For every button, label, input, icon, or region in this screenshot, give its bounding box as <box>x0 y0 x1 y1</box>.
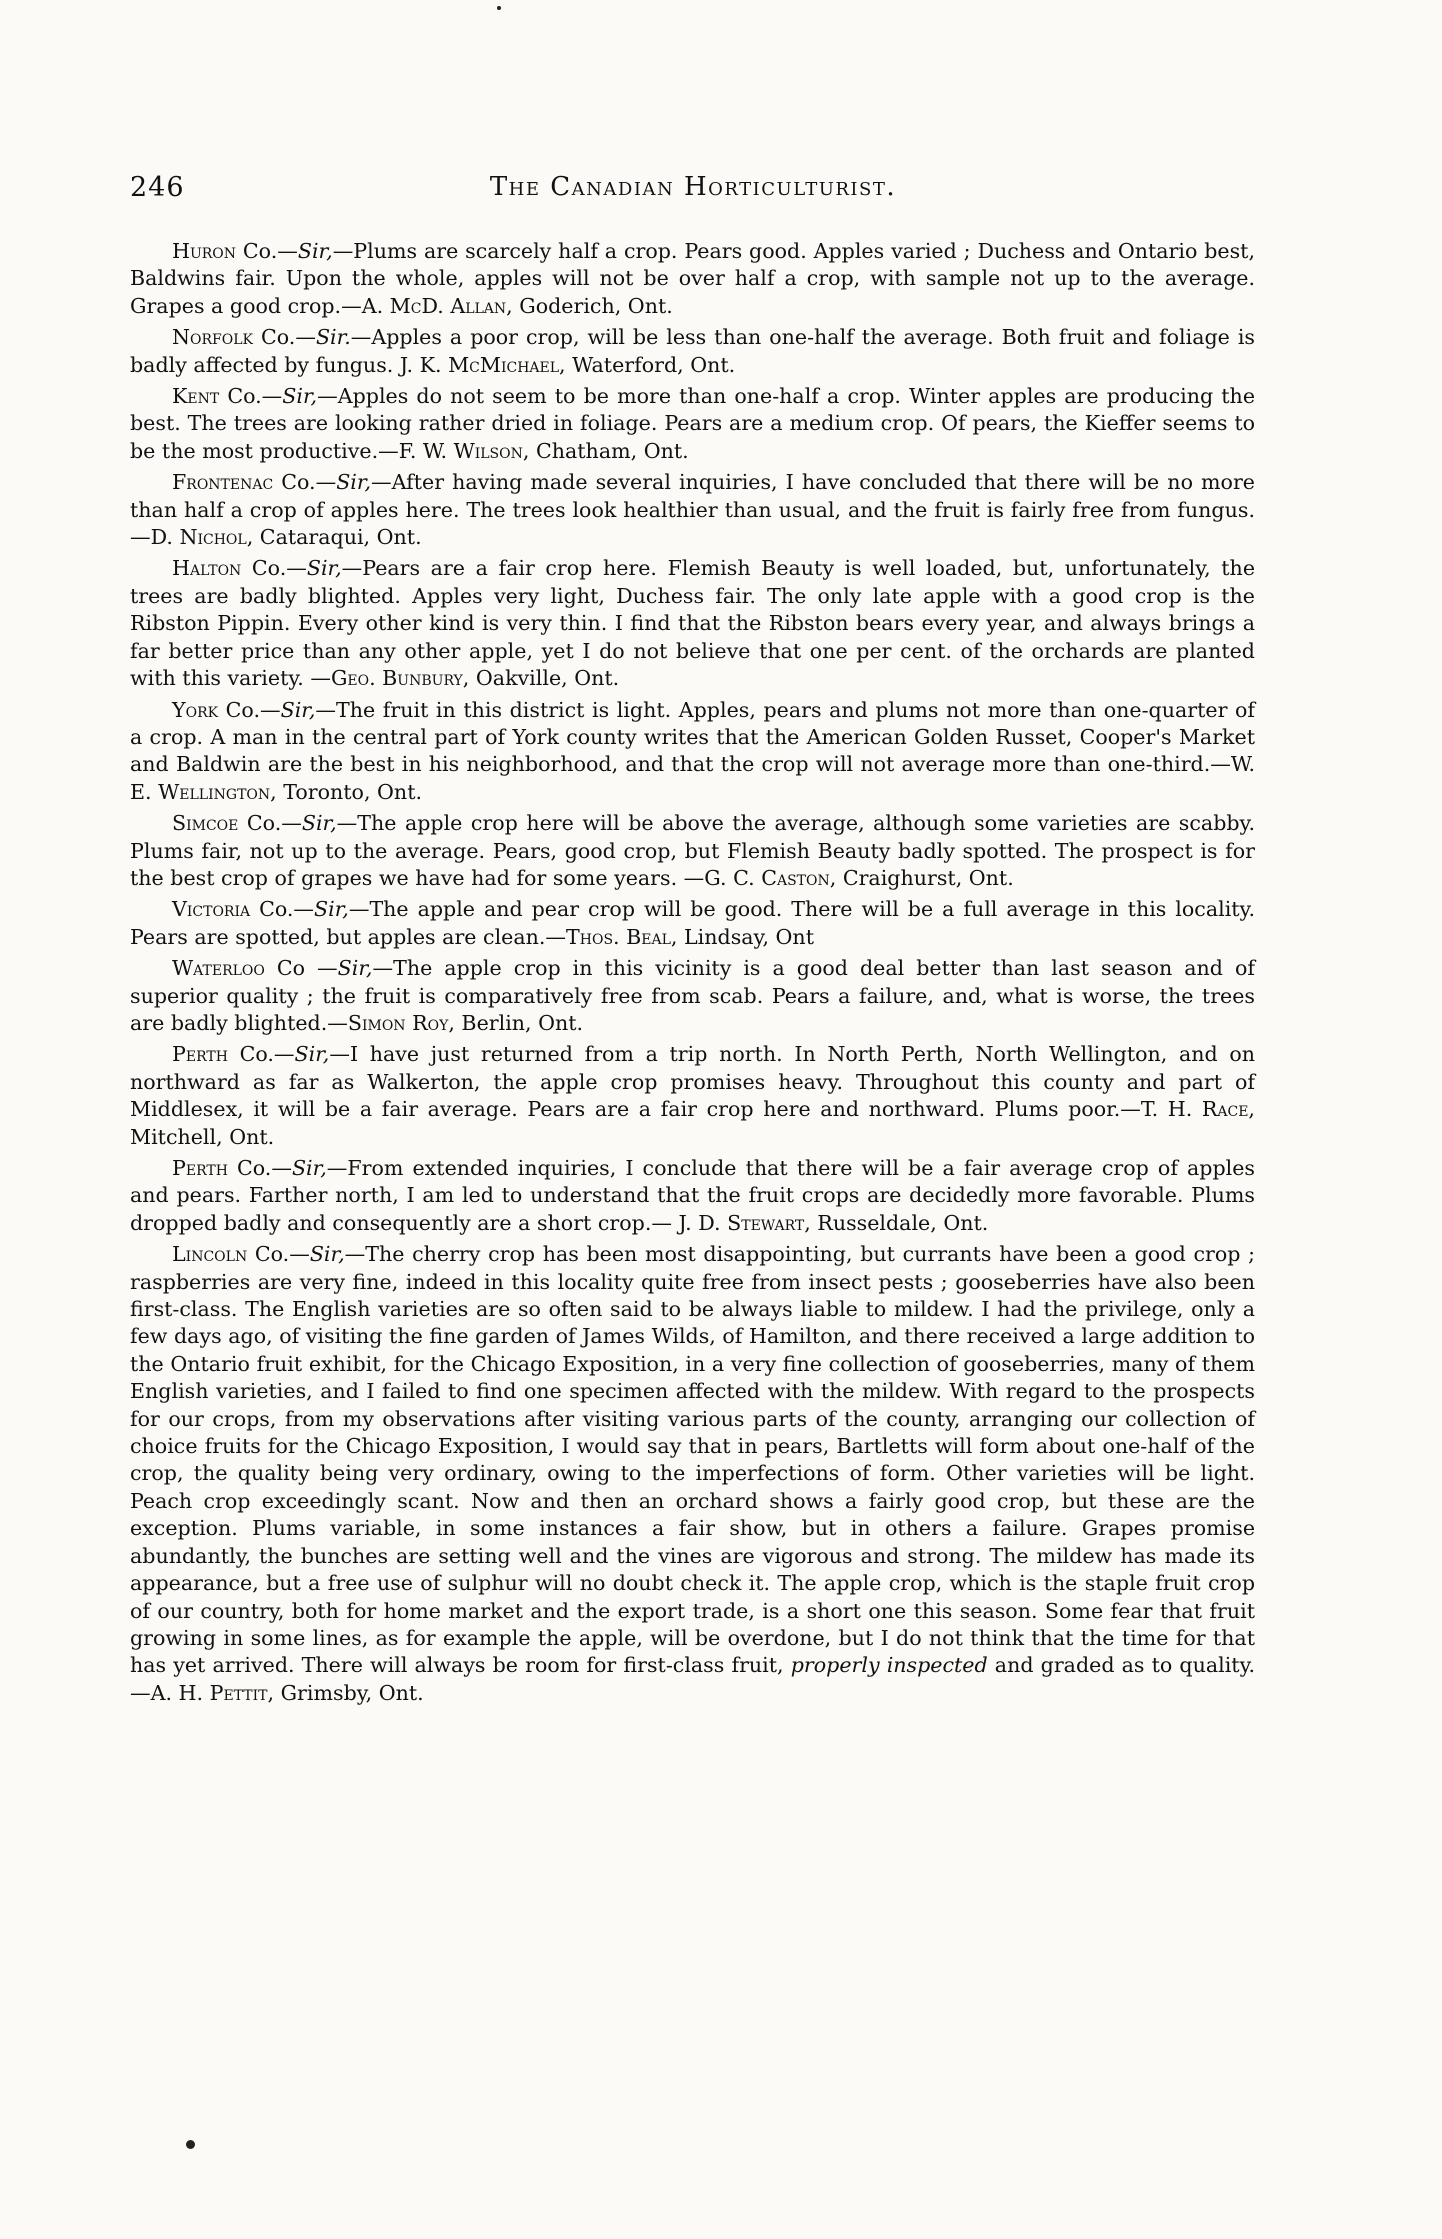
signature-location: Waterford, Ont. <box>565 352 736 377</box>
county-name: Perth <box>172 1156 228 1180</box>
letter-halton <box>130 555 1255 692</box>
letter-body: —The apple crop in this vicinity is a good deal better than last season and of superior quality ; the fruit is comparatively free from scab. Pears a failure, and, what is worse, the trees are badly blighted.— <box>130 956 1256 1035</box>
salutation: Sir, <box>280 697 316 722</box>
signature: Simon Roy, <box>347 1010 455 1035</box>
salutation: Sir, <box>336 470 372 495</box>
signature: F. W. Wilson, <box>398 438 530 463</box>
signature-location: Lindsay, Ont <box>677 924 814 949</box>
signature-location: Craighurst, Ont. <box>836 865 1014 890</box>
letter-body: —Apples do not seem to be more than one-half a crop. Winter apples are producing the best. The trees are looking rather dried in foliage. Pears are a medium crop. Of pears, the Kieffer seems to be the most productive.— <box>130 384 1256 463</box>
letter-body: —I have just returned from a trip north. In North Perth, North Wellington, and on northward as far as Walkerton, the apple crop promises heavy. Throughout this county and part of Middlesex, it will be a fair average. Pears are a fair crop here and northward. Plums poor.— <box>130 1042 1256 1122</box>
signature-location: Russeldale, Ont. <box>810 1210 989 1235</box>
salutation: Sir, <box>309 1242 345 1267</box>
county-name: Halton <box>172 556 242 581</box>
letter-frontenac <box>130 469 1255 551</box>
signature-location: Mitchell, Ont. <box>130 1124 275 1149</box>
letter-body: —From extended inquiries, I conclude that there will be a fair average crop of apples and pears. Farther north, I am led to understand that the fruit crops are decidedly more favorable. Plums dropped badly and consequently are a short crop.— <box>130 1156 1255 1235</box>
signature-location: Chatham, Ont. <box>529 438 689 463</box>
emphasis-text: properly inspected <box>790 1653 988 1678</box>
county-suffix: Co.— <box>242 239 298 263</box>
signature: A. McD. Allan, <box>361 293 513 318</box>
county-suffix: Co.— <box>246 811 302 836</box>
letter-victoria <box>130 896 1255 951</box>
signature-location: Toronto, Ont. <box>276 779 423 804</box>
signature-location: Oakville, Ont. <box>469 666 620 691</box>
county-name: York <box>172 697 219 722</box>
salutation: Sir, <box>291 1156 327 1180</box>
county-suffix: Co — <box>276 956 338 981</box>
letter-york <box>130 697 1255 807</box>
letter-perth-1 <box>130 1041 1255 1151</box>
signature: A. H. Pettit, <box>150 1680 275 1705</box>
county-suffix: Co.— <box>259 897 315 922</box>
signature-location: Goderich, Ont. <box>512 293 673 318</box>
salutation: Sir, <box>297 239 333 263</box>
signature-location: Berlin, Ont. <box>454 1010 584 1035</box>
salutation: Sir. <box>315 325 351 350</box>
letter-kent <box>130 383 1255 465</box>
county-suffix: Co.— <box>281 470 337 495</box>
county-suffix: Co.— <box>239 1042 295 1067</box>
county-name: Simcoe <box>172 811 239 836</box>
salutation: Sir, <box>337 956 373 981</box>
signature-location: Grimsby, Ont. <box>274 1680 424 1705</box>
top-speck <box>497 6 501 10</box>
signature: J. K. McMichael, <box>399 352 566 377</box>
salutation: Sir, <box>301 811 337 836</box>
signature: G. C. Caston, <box>704 865 837 890</box>
salutation: Sir, <box>314 897 349 922</box>
letter-body: —The apple crop here will be above the average, although some varieties are scabby. Plums fair, not up to the average. Pears, good crop, but Flemish Beauty badly spotted. The prospect is for the best crop of grapes we have had for some years. — <box>130 811 1256 890</box>
county-name: Frontenac <box>172 470 274 495</box>
letter-body: —Plums are scarcely half a crop. Pears good. Apples varied ; Duchess and Ontario best, Baldwins fair. Upon the whole, apples will not be over half a crop, with sample not up to the average. Grapes a good crop.— <box>130 239 1256 318</box>
signature: J. D. Stewart, <box>678 1210 811 1235</box>
county-name: Victoria <box>172 897 251 922</box>
letter-body: —The apple and pear crop will be good. There will be a full average in this locality. Pears are spotted, but apples are clean.— <box>130 897 1255 949</box>
journal-title: The Canadian Horticulturist. <box>489 172 897 202</box>
letter-body-end: and graded as to quality.— <box>130 1653 1256 1705</box>
salutation: Sir, <box>282 384 318 409</box>
signature: Thos. Beal, <box>566 924 678 949</box>
page-number: 246 <box>130 172 185 203</box>
county-suffix: Co.— <box>227 384 283 409</box>
letters-column <box>130 238 1255 1711</box>
letter-simcoe <box>130 810 1255 892</box>
signature: W. E. Wellington, <box>130 752 1255 804</box>
letter-huron <box>130 238 1255 320</box>
county-suffix: Co.— <box>225 697 281 722</box>
county-name: Kent <box>172 384 220 409</box>
signature: D. Nichol, <box>150 525 254 550</box>
county-name: Huron <box>172 239 237 263</box>
letter-perth-2 <box>130 1155 1255 1237</box>
county-name: Perth <box>172 1042 228 1067</box>
letter-waterloo <box>130 955 1255 1037</box>
letter-body: —Apples a poor crop, will be less than one-half the average. Both fruit and foliage is badly affected by fungus. <box>130 325 1255 377</box>
letter-norfolk <box>130 324 1255 379</box>
letter-body: —The cherry crop has been most disappointing, but currants have been a good crop ; raspberries are very fine, indeed in this locality quite free from insect pests ; gooseberries have also been first-class. The English varieties are so often said to be always liable to mildew. I had the privilege, only a few days ago, of visiting the fine garden of James Wilds, of Hamilton, and there received a large addition to the Ontario fruit exhibit, for the Chicago Exposition, in a very fine collection of gooseberries, many of them English varieties, and I failed to find one specimen affected with the mildew. With regard to the prospects for our crops, from my observations after visiting various parts of the county, arranging our collection of choice fruits for the Chicago Exposition, I would say that in pears, Bartletts will form about one-half of the crop, the quality being very ordinary, owing to the imperfections of form. Other varieties will be light. Peach crop exceedingly scant. Now and then an orchard shows a fairly good crop, but these are the exception. Plums variable, in some instances a fair show, but in others a failure. Grapes promise abundantly, the bunches are setting well and the vines are vigorous and strong. The mildew has made its appearance, but a free use of sulphur will no doubt check it. The apple crop, which is the staple fruit crop of our country, both for home market and the export trade, is a short one this season. Some fear that fruit growing in some lines, as for example the apple, will be overdone, but I do not think that the time for that has yet arrived. There will always be room for first-class fruit, <box>130 1242 1256 1678</box>
letter-body: —The fruit in this district is light. Apples, pears and plums not more than one-quarter of a crop. A man in the central part of York county writes that the American Golden Russet, Cooper's Market and Baldwin are the best in his neighborhood, and that the crop will not average more than one-third.— <box>130 697 1256 777</box>
county-suffix: Co.— <box>261 325 316 350</box>
signature-location: Cataraqui, Ont. <box>253 525 422 550</box>
letter-lincoln <box>130 1241 1255 1707</box>
signature: T. H. Race, <box>1140 1097 1255 1122</box>
letter-body: —After having made several inquiries, I have concluded that there will be no more than half a crop of apples here. The trees look healthier than usual, and the fruit is fairly free from fungus.— <box>130 470 1255 550</box>
letter-body: —Pears are a fair crop here. Flemish Beauty is well loaded, but, unfortunately, the trees are badly blighted. Apples very light, Duchess fair. The only late apple with a good crop is the Ribston Pippin. Every other kind is very thin. I find that the Ribston bears every year, and always brings a far better price than any other apple, yet I do not believe that one per cent. of the orchards are planted with this variety. — <box>130 556 1256 691</box>
county-suffix: Co.— <box>254 1242 310 1267</box>
salutation: Sir, <box>306 556 342 581</box>
salutation: Sir, <box>294 1042 330 1067</box>
county-suffix: Co.— <box>251 556 307 581</box>
county-name: Lincoln <box>172 1242 248 1267</box>
county-name: Waterloo <box>172 956 265 981</box>
bottom-dot <box>186 2140 195 2149</box>
page-header <box>122 172 1264 212</box>
county-suffix: Co.— <box>237 1156 292 1180</box>
county-name: Norfolk <box>172 325 253 350</box>
signature: Geo. Bunbury, <box>330 666 470 691</box>
